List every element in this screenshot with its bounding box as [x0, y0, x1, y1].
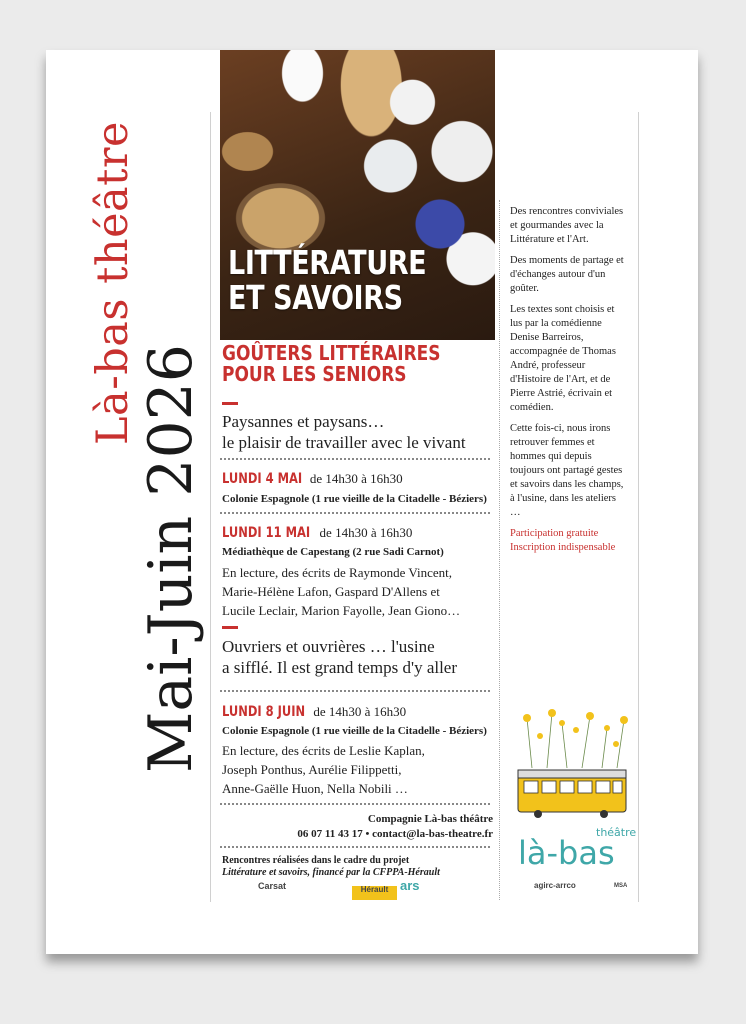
company-name: Compagnie Là-bas théâtre — [367, 813, 493, 825]
dotted-divider — [220, 803, 490, 805]
event-date-3: LUNDI 8 JUIN de 14h30 à 16h30 — [222, 704, 407, 720]
tram-flowers-illustration — [512, 708, 632, 820]
sponsor-logo: agirc-arrco — [534, 882, 576, 890]
event-reading-2: En lecture, des écrits de Raymonde Vincent, Marie-Hélène Lafon, Gaspard D'Allens et Lucile Leclair, Marion Fayolle, Jean Giono… — [222, 565, 461, 618]
sponsor-logo: ars — [400, 882, 420, 893]
sponsor-logo: Hérault — [352, 886, 397, 900]
project-note: Rencontres réalisées dans le cadre du projet Littérature et savoirs, financé par la CFPPA-Hérault — [222, 855, 440, 878]
tea-pastries-flowers-photo — [220, 50, 495, 340]
event-date-2: LUNDI 11 MAI de 14h30 à 16h30 — [222, 525, 413, 541]
right-divider — [638, 112, 639, 902]
dotted-divider — [220, 512, 490, 514]
middle-divider — [499, 200, 501, 900]
dotted-divider — [220, 846, 490, 848]
left-divider — [210, 112, 211, 902]
event-location-1: Colonie Espagnole (1 rue vieille de la Citadelle - Béziers) — [222, 493, 487, 505]
event-reading-3: En lecture, des écrits de Leslie Kaplan, Joseph Ponthus, Aurélie Filippetti, Anne-Gaëlle Huon, Nella Nobili … — [222, 743, 425, 796]
event-location-2: Médiathèque de Capestang (2 rue Sadi Carnot) — [222, 546, 444, 558]
poster-subtitle: GOÛTERS LITTÉRAIRES POUR LES SENIORS — [222, 341, 441, 386]
vertical-dates: Mai-Juin 2026 — [136, 344, 206, 773]
event-location-3: Colonie Espagnole (1 rue vieille de la Citadelle - Béziers) — [222, 725, 487, 737]
red-accent-bar — [222, 626, 238, 629]
brand-small: théâtre — [596, 826, 637, 839]
vertical-theatre-name: Là-bas théâtre — [88, 121, 138, 445]
sponsor-logo: MSA — [614, 883, 628, 889]
dotted-divider — [220, 458, 490, 460]
poster-title: LITTÉRATURE ET SAVOIRS — [228, 243, 427, 317]
section-workers: Ouvriers et ouvrières … l'usine a sifflé. Il est grand temps d'y aller — [222, 637, 458, 677]
brand-logo: là-bas — [518, 834, 615, 872]
side-description: Des rencontres conviviales et gourmandes avec la Littérature et l'Art. Des moments de partage et d'échanges autour d'un goûter. Les textes sont choisis et lus par la comédienne Denise Barreiros, accompagnée de Thomas André, professeur d'Histoire de l'Art, et de Pierre Astrié, écrivain et comédien. Cette fois-ci, nous irons retrouver femmes et hommes qui depuis toujours ont partagé gestes et savoirs dans les champs, à l'usine, dans les ateliers … Participation gratuite Inscription indispensable — [510, 206, 624, 553]
contact-info: 06 07 11 43 17 • contact@la-bas-theatre.fr — [297, 828, 493, 840]
dotted-divider — [220, 690, 490, 692]
red-accent-bar — [222, 402, 238, 405]
section-farmers: Paysannes et paysans… le plaisir de travailler avec le vivant — [222, 412, 466, 452]
event-date-1: LUNDI 4 MAI de 14h30 à 16h30 — [222, 471, 403, 487]
sponsor-logo: Carsat — [258, 882, 287, 891]
